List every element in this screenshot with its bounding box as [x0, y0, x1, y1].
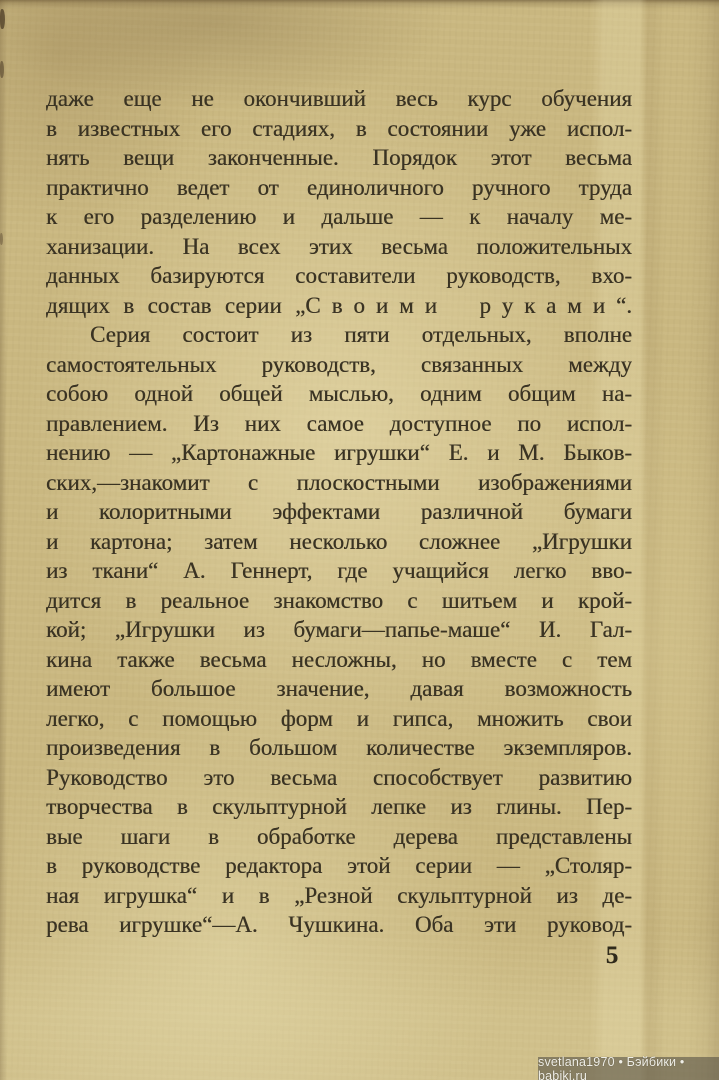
text-line: произведения в большом количестве экземпляров.	[46, 735, 632, 760]
paper-speck	[0, 233, 3, 245]
series-title-prefix: дящих в состав серии „	[46, 292, 306, 318]
text-line: собою одной общей мыслью, одним общим на-	[46, 381, 632, 406]
text-line: и картона; затем несколько сложнее „Игрушки	[46, 528, 632, 554]
text-line: к его разделению и дальше — к началу ме-	[46, 204, 632, 229]
text-line: творчества в скульптурной лепке из глины. Пер-	[46, 794, 632, 819]
text-line: ханизации. На всех этих весьма положительных	[46, 233, 632, 259]
text-line: кина также весьма несложны, но вместе с тем	[46, 646, 632, 672]
text-line: ная игрушка“ и в „Резной скульптурной из де-	[46, 882, 632, 908]
paragraph-1	[46, 84, 632, 320]
text-line: кой; „Игрушки из бумаги—папье-маше“ И. Гал-	[46, 617, 632, 642]
paragraph-2	[46, 320, 632, 940]
text-line: дится в реальное знакомство с шитьем и крой-	[46, 587, 632, 613]
text-line: Серия состоит из пяти отдельных, вполне	[90, 322, 632, 347]
text-line: правлением. Из них самое доступное по испол-	[46, 410, 632, 436]
text-line: самостоятельных руководств, связанных между	[46, 351, 632, 377]
text-line: данных базируются составители руководств, вхо-	[46, 263, 632, 288]
paper-speck	[0, 61, 4, 78]
text-line: даже еще не окончивший весь курс обучения	[46, 86, 632, 111]
paper-speck	[0, 9, 5, 29]
text-line: имеют большое значение, давая возможность	[46, 676, 632, 701]
text-line: рева игрушке“—А. Чушкина. Оба эти руковод-	[46, 912, 632, 937]
text-line: вые шаги в обработке дерева представлены	[46, 823, 632, 849]
series-title-spaced: Своими руками	[305, 292, 617, 318]
page-text-block	[46, 84, 632, 940]
text-line: легко, с помощью форм и гипса, множить свои	[46, 705, 632, 731]
series-title-suffix: “.	[616, 292, 632, 318]
text-line: из ткани“ А. Геннерт, где учащийся легко вво-	[46, 558, 632, 583]
watermark-label: svetlana1970 • Бэйбики • babiki.ru	[538, 1057, 719, 1080]
text-line: Руководство это весьма способствует развитию	[46, 764, 632, 790]
text-line: и колоритными эффектами различной бумаги	[46, 499, 632, 524]
text-line: нению — „Картонажные игрушки“ Е. и М. Быков-	[46, 440, 632, 465]
text-line: практично ведет от единоличного ручного труда	[46, 174, 632, 200]
text-line-series-title	[46, 291, 632, 321]
text-line: в известных его стадиях, в состоянии уже испол-	[46, 115, 632, 141]
text-line: в руководстве редактора этой серии — „Столяр-	[46, 853, 632, 878]
page-number: 5	[605, 942, 619, 969]
text-line: нять вещи законченные. Порядок этот весьма	[46, 145, 632, 170]
text-line: ских,—знакомит с плоскостными изображениями	[46, 469, 632, 495]
